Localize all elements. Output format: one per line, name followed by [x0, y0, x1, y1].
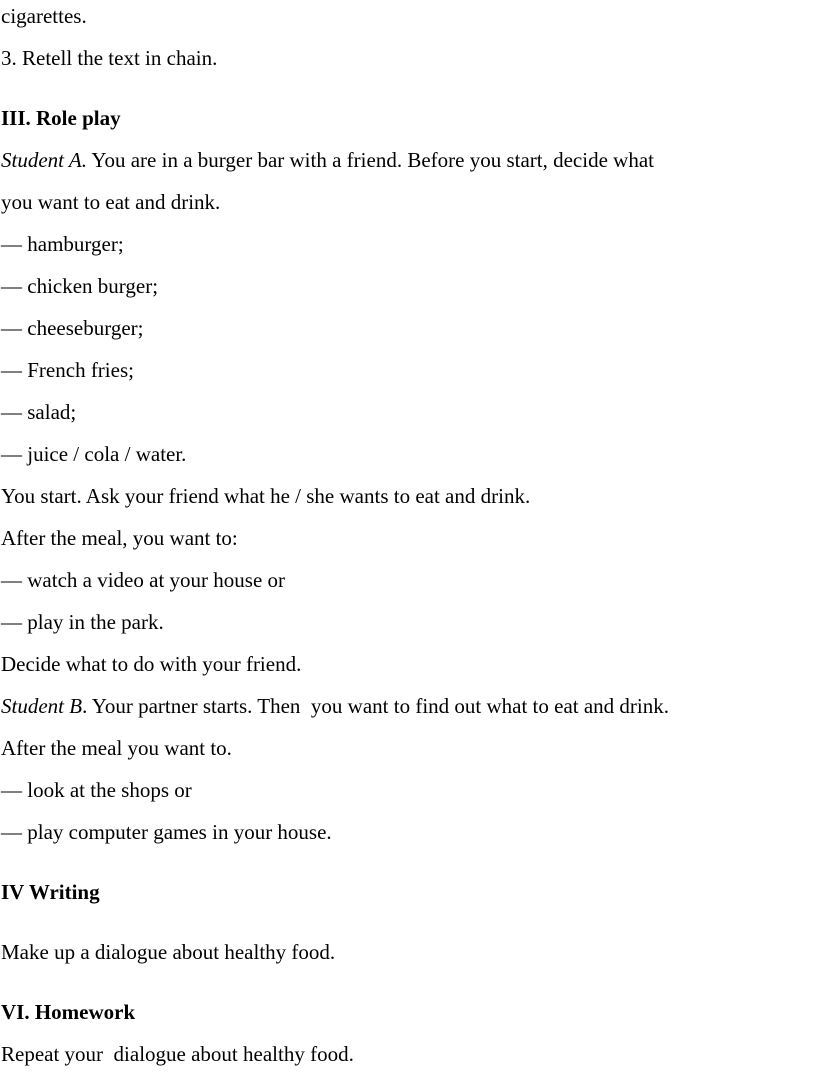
student-b-text: . Your partner starts. Then you want to find out what to eat and drink. — [82, 694, 670, 718]
option-computer-games: — play computer games in your house. — [1, 820, 332, 844]
option-play-park: — play in the park. — [1, 610, 164, 634]
food-item-french-fries: — French fries; — [1, 358, 134, 382]
text-line-cigarettes: cigarettes. — [1, 4, 87, 28]
student-a-text: You are in a burger bar with a friend. Before you start, decide what — [86, 148, 654, 172]
text-line-you-start: You start. Ask your friend what he / she wants to eat and drink. — [1, 484, 531, 508]
text-line-after-meal-b: After the meal you want to. — [1, 736, 232, 760]
option-look-shops: — look at the shops or — [1, 778, 192, 802]
section-heading-role-play: III. Role play — [1, 106, 121, 130]
student-a-label: Student A. — [1, 148, 87, 172]
student-a-intro — [1, 147, 654, 173]
text-line-repeat: Repeat your dialogue about healthy food. — [1, 1042, 354, 1066]
food-item-salad: — salad; — [1, 400, 77, 424]
text-line-retell: 3. Retell the text in chain. — [1, 46, 218, 70]
food-item-hamburger: — hamburger; — [1, 232, 124, 256]
food-item-chicken-burger: — chicken burger; — [1, 274, 159, 298]
text-line-eat-drink: you want to eat and drink. — [1, 190, 221, 214]
section-heading-homework: VI. Homework — [1, 1000, 136, 1024]
food-item-cheeseburger: — cheeseburger; — [1, 316, 144, 340]
student-b-intro — [1, 693, 669, 719]
text-line-dialogue: Make up a dialogue about healthy food. — [1, 940, 336, 964]
text-line-decide: Decide what to do with your friend. — [1, 652, 302, 676]
section-heading-writing: IV Writing — [1, 880, 100, 904]
food-item-drinks: — juice / cola / water. — [1, 442, 187, 466]
text-line-after-meal-a: After the meal, you want to: — [1, 526, 238, 550]
option-watch-video: — watch a video at your house or — [1, 568, 286, 592]
student-b-label: Student B — [1, 694, 83, 718]
